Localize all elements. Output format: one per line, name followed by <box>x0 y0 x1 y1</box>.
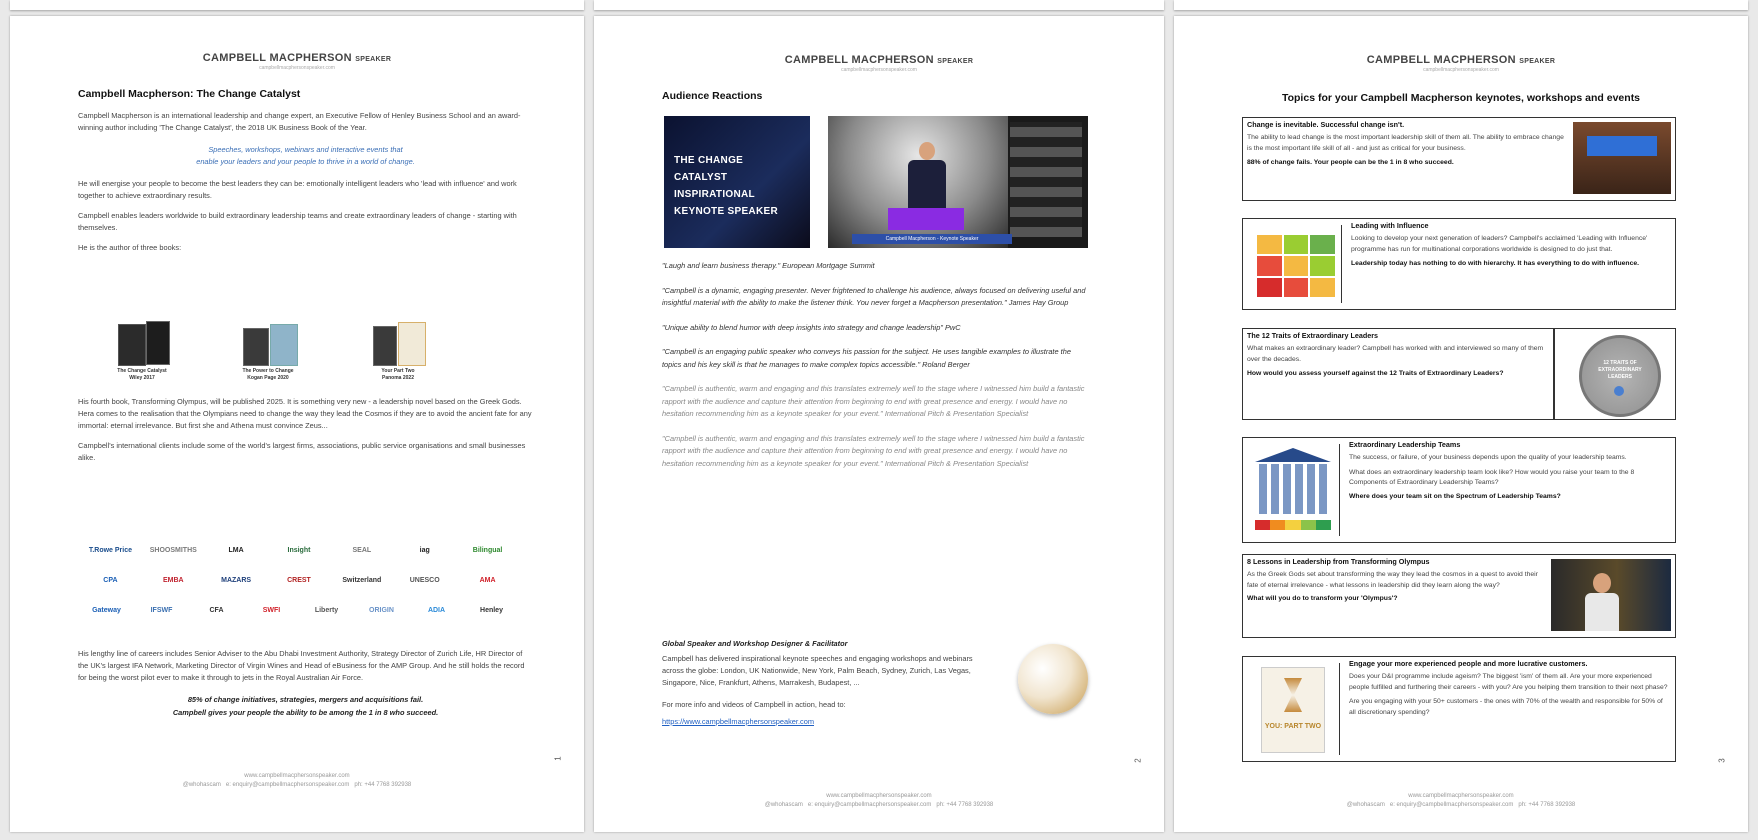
page-number: 2 <box>1133 758 1143 763</box>
tagline <box>78 144 533 168</box>
testimonial: "Campbell is authentic, warm and engaging and this translates extremely well to the stage where I witnessed him build a fantastic rapport with the audience and capture their attention from beginning to end with great presence and energy. I would have no hesitation recommending him as a keynote speaker for your event." International Pitch & Presentation Specialist <box>662 384 1085 418</box>
book-cover-title: YOU: PART TWO <box>1264 723 1322 730</box>
author-head <box>1593 573 1611 593</box>
paragraph: He is the author of three books: <box>78 243 182 252</box>
speaker-figure <box>902 142 952 212</box>
topic-card-change <box>1242 117 1676 201</box>
matrix-cell <box>1257 235 1282 254</box>
client-logo: iag <box>419 546 430 554</box>
intro-paragraph: Campbell Macpherson is an international leadership and change expert, an Executive Fellow of Henley Business School and an award-winning author including 'The Change Catalyst', the 2018 UK Business Book of the Year. <box>78 111 521 132</box>
hourglass-icon <box>1284 678 1302 712</box>
brand-header <box>10 52 584 71</box>
footer-handle: @whohascam <box>1346 802 1385 808</box>
topic-title: Leading with Influence <box>1351 221 1429 230</box>
brand-header <box>594 54 1164 73</box>
client-logos <box>82 538 522 630</box>
topic-body: As the Greek Gods set about transforming the way they lead the cosmos in a quest to avoid their fate of eternal irrelevance - what lessons in leadership did they learn along the way? <box>1247 571 1538 589</box>
badge-label: 12 TRAITS OF EXTRAORDINARY LEADERS <box>1598 360 1642 380</box>
client-logo: EMBA <box>162 576 184 584</box>
page-stub-left <box>10 0 584 10</box>
book-cover <box>146 321 170 365</box>
spectrum-bar <box>1255 520 1331 530</box>
client-logo: T.Rowe Price <box>88 546 133 554</box>
client-logo: MAZARS <box>221 576 252 584</box>
paragraph: His fourth book, Transforming Olympus, will be published 2025. It is something very new - a leadership novel based on the Greek Gods. Hera comes to the realisation that the Olympians need to change the way they lead the Cosmos if they are to avoid the ancient fate for any immortal: eternal irrelevance. But first she and Athena must convince Zeus... <box>78 397 532 430</box>
brand-name: CAMPBELL MACPHERSON <box>202 52 352 64</box>
client-logo: CPA <box>103 576 118 584</box>
book-cover-you-part-two <box>1249 663 1340 755</box>
testimonial: "Campbell is an engaging public speaker who conveys his passion for the subject. He uses tangible examples to illustrate the topics and his key skill is that he manages to make complex topics accessible." Roland Berger <box>662 347 1071 369</box>
speaker-head <box>919 142 935 160</box>
paragraph: Campbell's international clients include some of the world's largest firms, associations, public service organisations and small businesses alike. <box>78 441 526 462</box>
page-footer <box>594 792 1164 810</box>
author-body <box>1585 593 1619 631</box>
topic-highlight: 88% of change fails. Your people can be the 1 in 8 who succeed. <box>1247 159 1454 166</box>
footer-contacts <box>1174 801 1748 810</box>
client-logo: Henley <box>480 606 503 614</box>
topic-card-experienced-people <box>1242 656 1676 762</box>
book-caption <box>358 368 438 382</box>
divider <box>1553 329 1555 419</box>
client-logo: SHOOSMITHS <box>149 546 197 554</box>
footer-email: e: enquiry@campbellmacphersonspeaker.com <box>807 802 932 808</box>
topic-body: What does an extraordinary leadership team look like? How would you raise your team to the 8 Components of Extraordinary Leadership Teams? <box>1349 468 1635 486</box>
page-footer <box>1174 792 1748 810</box>
document-page-3[interactable] <box>1174 16 1748 832</box>
footer-email: e: enquiry@campbellmacphersonspeaker.com <box>1389 802 1514 808</box>
topic-body: Does your D&I programme include ageism? The biggest 'ism' of them all. Are your more experienced people fulfilled and furthering their careers - with you? Are you helping them transition to their next phase? <box>1349 673 1668 691</box>
client-logo: SEAL <box>352 546 372 554</box>
podium <box>888 208 964 230</box>
topic-body: Looking to develop your next generation of leaders? Campbell's acclaimed 'Leading with Influence' programme has run for multinational corporations worldwide is designed to do just that. <box>1351 235 1648 253</box>
brand-website: campbellmacphersonspeaker.com <box>259 65 335 71</box>
book-title: The Change Catalyst <box>117 368 167 374</box>
brand-suffix: SPEAKER <box>355 56 392 63</box>
testimonial: "Laugh and learn business therapy." European Mortgage Summit <box>662 261 875 270</box>
book-cover <box>118 324 146 366</box>
page-stub-right <box>1174 0 1748 10</box>
footer-handle: @whohascam <box>182 782 221 788</box>
client-logo: CFA <box>209 606 224 614</box>
topic-card-olympus <box>1242 554 1676 638</box>
client-logo: ADIA <box>427 606 446 614</box>
matrix-cell <box>1257 278 1282 297</box>
brand-suffix: SPEAKER <box>1519 58 1556 65</box>
footer-contacts <box>594 801 1164 810</box>
document-page-1[interactable] <box>10 16 584 832</box>
document-page-2[interactable] <box>594 16 1164 832</box>
client-logo: IFSWF <box>150 606 173 614</box>
topic-highlight: Leadership today has nothing to do with hierarchy. It has everything to do with influence. <box>1351 260 1640 267</box>
client-logo: SWFI <box>262 606 281 614</box>
footer-phone: ph: +44 7768 392938 <box>936 802 994 808</box>
brand-website: campbellmacphersonspeaker.com <box>841 67 917 73</box>
matrix-cell <box>1284 256 1309 275</box>
matrix-cell <box>1310 235 1335 254</box>
topic-card-leadership-teams <box>1242 437 1676 543</box>
page-number: 1 <box>553 756 563 761</box>
book-caption <box>102 368 182 382</box>
client-logo: Bilingual <box>472 546 503 554</box>
footer-website: www.campbellmacphersonspeaker.com <box>1408 793 1514 799</box>
page-title: Campbell Macpherson: The Change Catalyst <box>78 88 301 100</box>
paragraph: Campbell enables leaders worldwide to build extraordinary leadership teams and create extraordinary leaders of change - starting with themselves. <box>78 211 517 232</box>
matrix-cell <box>1284 235 1309 254</box>
globe-icon <box>1018 644 1088 714</box>
client-logo: AMA <box>479 576 496 584</box>
topic-highlight: How would you assess yourself against the 12 Traits of Extraordinary Leaders? <box>1247 370 1504 377</box>
topic-title: Engage your more experienced people and more lucrative customers. <box>1349 659 1588 668</box>
topic-title: The 12 Traits of Extraordinary Leaders <box>1247 331 1379 340</box>
leadership-temple-icon <box>1249 444 1340 536</box>
author-photo <box>1551 559 1671 631</box>
topic-body: What makes an extraordinary leader? Campbell has worked with and interviewed so many of them over the decades. <box>1247 345 1544 363</box>
global-speaker-heading: Global Speaker and Workshop Designer & Facilitator <box>662 639 848 648</box>
book-cover <box>243 328 269 366</box>
temple-roof <box>1255 448 1331 462</box>
topic-title: 8 Lessons in Leadership from Transforming Olympus <box>1247 557 1430 566</box>
temple-columns <box>1259 464 1327 514</box>
conference-screen <box>1587 136 1657 156</box>
footer-email: e: enquiry@campbellmacphersonspeaker.com <box>225 782 350 788</box>
closing-line-2: Campbell gives your people the ability to be among the 1 in 8 who succeed. <box>172 707 439 717</box>
testimonial: "Campbell is a dynamic, engaging presenter. Never frightened to challenge his audience, always focused on delivering useful and insightful material with the ability to make the listener think. You never forget a Macpherson presentation." James Hay Group <box>662 285 1086 307</box>
book-cover <box>373 326 397 366</box>
paragraph: His lengthy line of careers includes Senior Adviser to the Abu Dhabi Investment Authority, Strategy Director of Zurich Life, HR Director of the UK's largest IFA Network, Marketing Director of Virgin Wines and Head of eBusiness for the AMP Group. And he still holds the record for being the worst pilot ever to make it through to jets in the Royal Australian Air Force. <box>78 649 525 682</box>
topic-title: Change is inevitable. Successful change isn't. <box>1247 120 1405 129</box>
section-title: Topics for your Campbell Macpherson keynotes, workshops and events <box>1281 92 1641 104</box>
matrix-cell <box>1310 256 1335 275</box>
topic-title: Extraordinary Leadership Teams <box>1349 440 1461 449</box>
client-logo: LMA <box>228 546 244 554</box>
footer-handle: @whohascam <box>764 802 803 808</box>
tagline-line-1: Speeches, workshops, webinars and interactive events that <box>208 145 403 154</box>
book-publisher: Kogan Page 2020 <box>247 375 289 381</box>
paragraph: He will energise your people to become the best leaders they can be: emotionally intelligent leaders who 'lead with influence' and work together to achieve extraordinary results. <box>78 179 517 200</box>
book-publisher: Panoma 2022 <box>382 375 414 381</box>
conference-photo <box>1573 122 1671 194</box>
matrix-cell <box>1284 278 1309 297</box>
client-logo: Liberty <box>314 606 339 614</box>
testimonial: "Campbell is authentic, warm and engaging and this translates extremely well to the stage where I witnessed him build a fantastic rapport with the audience and capture their attention from beginning to end with great presence and energy. I would have no hesitation recommending him as a keynote speaker for your event." International Pitch & Presentation Specialist <box>662 433 1085 468</box>
footer-website: www.campbellmacphersonspeaker.com <box>244 773 350 779</box>
topic-highlight: What will you do to transform your 'Olympus'? <box>1247 595 1398 602</box>
client-logo: Gateway <box>92 606 121 614</box>
twelve-traits-badge <box>1579 335 1661 417</box>
book-cover <box>270 324 298 366</box>
brand-name: CAMPBELL MACPHERSON <box>1366 54 1516 66</box>
client-logo: CREST <box>287 576 311 584</box>
speaker-suit <box>908 160 946 212</box>
book-title: Your Part Two <box>381 368 415 374</box>
book-cover <box>398 322 426 366</box>
client-logo: Insight <box>287 546 311 554</box>
book-caption <box>228 368 308 382</box>
video-thumbnail-keynote[interactable] <box>664 116 810 248</box>
global-speaker-text: Campbell has delivered inspirational keynote speeches and engaging workshops and webinars across the globe: London, UK Nationwide, New York, Palm Beach, Sydney, Zurich, Las Vegas, Singapore, Nice, Frankfurt, Athens, Marrakesh, Budapest, ... <box>662 653 973 687</box>
video-title-overlay: THE CHANGE CATALYST INSPIRATIONAL KEYNOTE SPEAKER <box>674 155 778 217</box>
brand-suffix: SPEAKER <box>937 58 974 65</box>
footer-contacts <box>10 781 584 790</box>
topic-card-influence <box>1242 218 1676 310</box>
topic-body: Are you engaging with your 50+ customers - the ones with 70% of the wealth and responsible for 50% of all discretionary spending? <box>1349 698 1663 716</box>
brand-name: CAMPBELL MACPHERSON <box>784 54 934 66</box>
tagline-line-2: enable your leaders and your people to thrive in a world of change. <box>196 157 415 166</box>
matrix-cell <box>1310 278 1335 297</box>
closing-statement <box>78 694 533 719</box>
page-number: 3 <box>1717 758 1727 763</box>
topic-body: The success, or failure, of your business depends upon the quality of your leadership teams. <box>1349 454 1627 461</box>
testimonial: "Unique ability to blend humor with deep insights into strategy and change leadership" PwC <box>662 322 961 332</box>
audience-grid <box>1010 122 1082 237</box>
section-title: Audience Reactions <box>662 90 763 102</box>
video-thumbnail-speaker[interactable] <box>828 116 1088 248</box>
website-link[interactable]: https://www.campbellmacphersonspeaker.com <box>662 716 814 726</box>
video-caption-bar: Campbell Macpherson - Keynote Speaker <box>852 234 1012 244</box>
more-info-text: For more info and videos of Campbell in action, head to: <box>662 699 846 709</box>
footer-phone: ph: +44 7768 392938 <box>354 782 412 788</box>
brand-website: campbellmacphersonspeaker.com <box>1423 67 1499 73</box>
brand-header <box>1174 54 1748 73</box>
page-footer <box>10 772 584 790</box>
page-stub-middle <box>594 0 1164 10</box>
book-title: The Power to Change <box>242 368 294 374</box>
client-logo: ORIGIN <box>369 606 394 614</box>
footer-website: www.campbellmacphersonspeaker.com <box>826 793 932 799</box>
topic-card-12-traits <box>1242 328 1676 420</box>
matrix-cell <box>1257 256 1282 275</box>
topic-body: The ability to lead change is the most important leadership skill of them all. The ability to embrace change is the most important life skill of all - and just as critical for your business. <box>1247 134 1564 152</box>
book-publisher: Wiley 2017 <box>129 375 155 381</box>
footer-phone: ph: +44 7768 392938 <box>1518 802 1576 808</box>
client-logo: UNESCO <box>409 576 440 584</box>
client-logo: Switzerland <box>342 576 382 584</box>
badge-dot-icon <box>1614 386 1624 396</box>
topic-highlight: Where does your team sit on the Spectrum of Leadership Teams? <box>1349 492 1561 500</box>
influence-matrix-chart <box>1249 225 1342 303</box>
closing-line-1: 85% of change initiatives, strategies, mergers and acquisitions fail. <box>187 695 424 704</box>
